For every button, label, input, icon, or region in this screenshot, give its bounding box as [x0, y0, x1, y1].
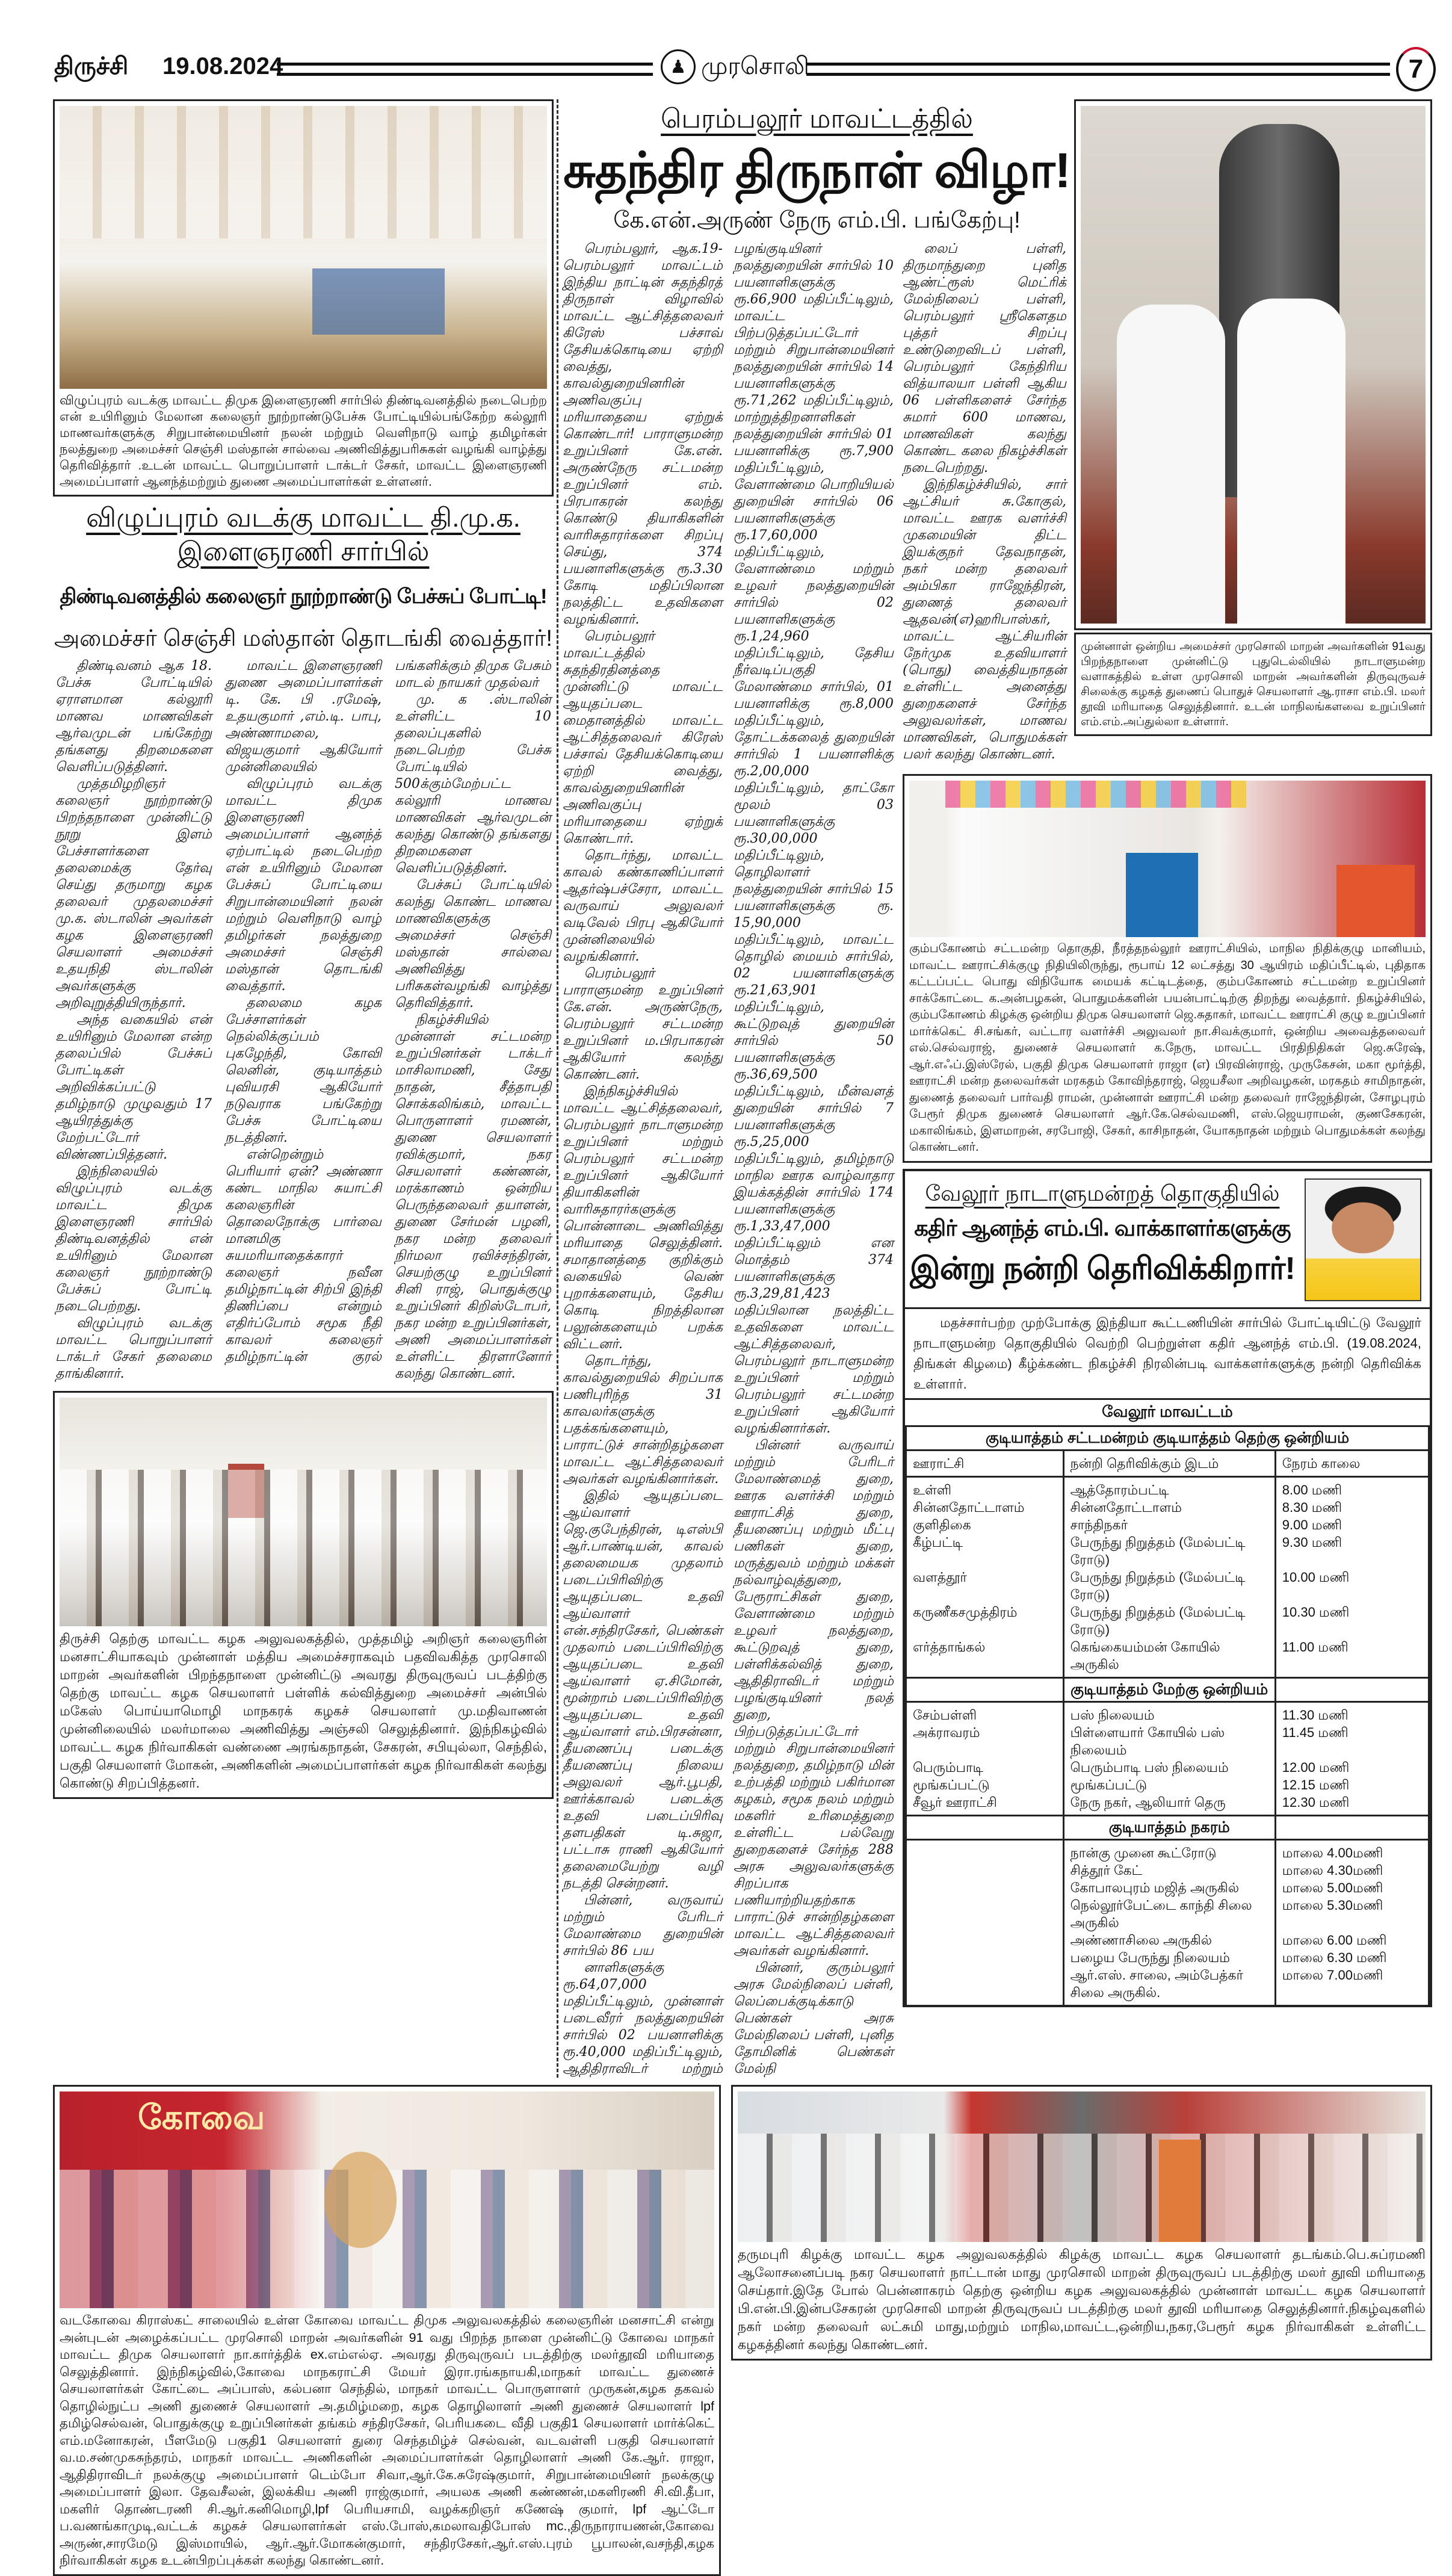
column-divider — [557, 99, 558, 2078]
story-subhead: அமைச்சர் செஞ்சி மஸ்தான் தொடங்கி வைத்தார்! — [54, 626, 552, 651]
trichy-photo — [60, 1398, 547, 1626]
article-column — [903, 241, 1066, 763]
time-cell: 9.00 மணி — [1275, 1516, 1429, 1534]
article-paragraph: தொடர்ந்து, மாவட்ட காவல் கண்காணிப்பாளர் ஆதர்ஷ்பச்சேரா, மாவட்ட வருவாய் அலுவலர் வடிவேல் பிரபு ஆகியோர் முன்னிலையில் வழங்கினார். — [563, 848, 723, 964]
local-body-cell — [906, 1966, 1064, 2005]
table-row — [906, 1776, 1429, 1794]
photo-caption: தருமபுரி கிழக்கு மாவட்ட கழக அலுவலகத்தில் கிழக்கு மாவட்ட கழக செயலாளர் தடங்கம்.பெ.சுப்ரமணி ஆலோசனைப்படி நகர செயலாளர் நாட்டான் மாது முரசொலி மாறன் திருவுருவப் படத்திற்கு மலர் தூவி மரியாதை செய்தார்.இதே போல் பென்னாகரம் தெற்கு ஒன்றிய கழக அலுவலகத்தில் முன்னாள் மாவட்ட கழக செயலாளர் பி.என்.பி.இன்பசேகரன் முரசொலி மாறன் திருவுருவப் படத்திற்கு மலர் தூவி மரியாதை செலுத்தினார்.நிகழ்வுகளில் நகர் மன்ற தலைவர் லட்சுமி மாது,மற்றும் மாநில,மாவட்ட,ஒன்றிய,நகர,பேரூர் கழக நிர்வாகிகள் உள்ளிட்ட கழகத்தினர் கலந்து கொண்டனர். — [738, 2247, 1426, 2352]
table-header-row — [906, 1451, 1429, 1477]
venue-cell: நேரு நகர், ஆலியார் தெரு — [1063, 1794, 1275, 1816]
article-paragraph: இந்நிலையில் விழுப்புரம் வடக்கு மாவட்ட திமுக இளைஞரணி சார்பில் திண்டிவனத்தில் என் உயிரினும் மேலான கலைஞர் நூற்றாண்டு பேச்சுப் போட்டி நடைபெற்றது. — [55, 1164, 212, 1314]
statue-caption-box — [1074, 633, 1432, 736]
article-paragraph: பெரம்பலூர், ஆக.19- பெரம்பலூர் மாவட்டம் இந்திய நாட்டின் சுதந்திரத் திருநாள் விழாவில் மாவட்ட ஆட்சித்தலைவர் கிரேஸ் பச்சாவ் தேசியக்கொடியை ஏற்றி வைத்து, காவல்துறையினரின் அணிவகுப்பு மரியாதையை ஏற்றுக் கொண்டார்! பாராளுமன்ற உறுப்பினர் கே.என். அருண்நேரு சட்டமன்ற உறுப்பினர் எம். பிரபாகரன் கலந்து கொண்டு தியாகிகளின் வாரிசுதாரர்களை சிறப்பு செய்து, 374 பயனாளிகளுக்கு ரூ.3.30 கோடி மதிப்பிலான நலத்திட்ட உதவிகளை வழங்கினார். — [563, 241, 723, 627]
time-cell: மாலை 6.00 மணி — [1275, 1931, 1429, 1949]
time-cell: 12.15 மணி — [1275, 1776, 1429, 1794]
column-header: நேரம் காலை — [1275, 1451, 1429, 1477]
venue-cell: சின்னதோட்டாளம் — [1063, 1499, 1275, 1516]
issue-date: 19.08.2024 — [162, 53, 283, 79]
venue-cell: சித்தூர் கேட் — [1063, 1862, 1275, 1879]
photo-caption: கும்பகோணம் சட்டமன்ற தொகுதி, நீரத்தநல்லூர் ஊராட்சியில், மாநில நிதிக்குழு மானியம், மாவட்ட ஊராட்சிக்குழு நிதியிலிருந்து, ரூபாய் 12 லட்சத்து 30 ஆயிரம் மதிப்பீட்டில், புதிதாக கட்டப்பட்ட பொது விநியோக மையக் கட்டிடத்தை, கும்பகோணம் சட்டமன்ற உறுப்பினர் சாக்கோட்டை க.அன்பழகன், பொதுமக்களின் பயன்பாட்டிற்கு திறந்து வைத்தார். நிகழ்ச்சியில், கும்பகோணம் கிழக்கு ஒன்றிய திமுக செயலாளர் ஜெ.சுதாகர், மாவட்ட ஊராட்சி குழு உறுப்பினர் மார்க்கெட் சி.சங்கர், வட்டார வளர்ச்சி அலுவலர் நா.சிவக்குமார், ஒன்றிய அவைத்தலைவர் எல்.செல்வராஜ், துணைச் செயலாளர் க.நேரு, மாவட்ட பிரதிநிதிகள் ஜெ.சுரேஷ், ஆர்.எஃப்.இஸ்ரேல், பகுதி திமுக செயலாளர் ராஜா (எ) பிரவின்ராஜ், முருகேசன், மகா மூர்த்தி, ஊராட்சி மன்ற தலைவர்கள் மரகதம் கோவிந்தராஜ், ஜெயசீலா அறிவழகன், மரகதம் சாமிநாதன், துணைத் தலைவர் பார்வதி ராமன், முன்னாள் ஊராட்சி மன்ற தலைவர் ராஜேந்திரன், சோழபுரம் பேரூர் திமுக துணைச் செயலாளர் ஆர்.கே.செல்வமணி, எஸ்.ஜெயராமன், குணசேகரன், மகாலிங்கம், இளமாறன், சரபோஜி, சேகர், காசிநாதன், யோகநாதன் மற்றும் பொதுமக்கள் கலந்து கொண்டனர். — [909, 942, 1426, 1154]
time-cell: 8.00 மணி — [1275, 1477, 1429, 1499]
time-cell: 11.30 மணி — [1275, 1702, 1429, 1724]
photo-caption: வடகோவை கிராஸ்கட் சாலையில் உள்ள கோவை மாவட்ட திமுக அலுவலகத்தில் கலைஞரின் மனசாட்சி என்று அன்புடன் அழைக்கப்பட்ட முரசொலி மாறன் அவர்களின் 91 வது பிறந்த நாளை முன்னிட்டு கோவை மாநகர் மாவட்ட திமுக செயலாளர் நா.கார்த்திக் ex.எம்எல்ஏ. அவரது திருவுருவப் படத்திற்கு மலர்தூவி மரியாதை செலுத்தினார். இந்நிகழ்வில்,கோவை மாநகராட்சி மேயர் இரா.ரங்கநாயகி,மாநகர் மாவட்ட துணைச் செயலாளர்கள் கோட்டை அப்பாஸ், கல்பனா செந்தில், மாநகர் மாவட்ட பொருளாளர் முருகன்,கழக தகவல் தொழில்நுட்ப அணி துணைச் செயலாளர் அ.தமிழ்மறை, கழக தொழிலாளர் அணி துணைச் செயலாளர் lpf தமிழ்செல்வன், பொதுக்குழு உறுப்பினர்கள் தங்கம் சந்திரசேகர், பெரியகடை வீதி பகுதி1 செயலாளர் மார்க்கெட் எம்.மனோகரன், பீளமேடு பகுதி1 செயலாளர் துரை செந்தமிழ்ச் செல்வன், வடவள்ளி பகுதி செயலாளர் வ.ம.சண்முகசுந்தரம், மாநகர் மாவட்ட அணிகளின் அமைப்பாளர்கள் தொழிலாளர் அணி கே.ஆர். ராஜா, ஆதிதிராவிடர் நலக்குழு அமைப்பாளர் டெம்போ சிவா,ஆர்.கே.சுரேஷ்குமார், சிறுபான்மையினர் நலக்குழு அமைப்பாளர் இலா. தேவசீலன், இலக்கிய அணி ராஜ்குமார், அயலக அணி கண்ணன்,மகளிரணி சி.வி.தீபா, மகளிர் தொண்டரணி சி.ஆர்.கனிமொழி,lpf பெரியசாமி, வழக்கறிஞர் கணேஷ் குமார், lpf ஆட்டோ ப.வணங்காமுடி,வட்டக் கழகச் செயலாளர்கள் எஸ்.போஸ்,கமலாவதிபோஸ் mc.,திருநாராயணன்,கோவை அருண்,சாரமேடு இஸ்மாயில், ஆர்.ஆர்.மோகன்குமார், சந்திரசேகர்,ஆர்.எஸ்.புரம் பூபாலன்,வசந்தி,கழக நிர்வாகிகள் கழக உடன்பிறப்புக்கள் கலந்து கொண்டனர். — [60, 2313, 714, 2568]
article-paragraph: னாளிகளுக்கு ரூ.64,07,000 மதிப்பீட்டிலும், முன்னாள் படைவீரர் நலத்துறையின் சார்பில் 02 பயனாளிக்கு ரூ.40,000 மதிப்பீட்டிலும், ஆதிதிராவிடர் மற்றும் பழங்குடியினர் நலத்துறையின் சார்பில் 10 பயனாளிகளுக்கு ரூ.66,900 மதிப்பீட்டிலும், மாவட்ட பிற்படுத்தப்பட்டோர் மற்றும் சிறுபான்மையினர் நலத்துறையின் சார்பில் 14 பயனாளிகளுக்கு ரூ.71,262 மதிப்பீட்டிலும், மாற்றுத்திறனாளிகள் நலத்துறையின் சார்பில் 01 பயனாளிக்கு ரூ.7,900 மதிப்பீட்டிலும், வேளாண்மை பொறியியல் துறையின் சார்பில் 06 பயனாளிகளுக்கு ரூ.17,60,000 மதிப்பீட்டிலும், வேளாண்மை மற்றும் உழவர் நலத்துறையின் சார்பில் 02 பயனாளிகளுக்கு ரூ.1,24,960 மதிப்பீட்டிலும், தேசிய நீர்வடிப்பகுதி மேலாண்மை சார்பில், 01 பயனாளிக்கு ரூ.8,000 மதிப்பீட்டிலும், தோட்டக்கலைத் துறையின் சார்பில் 1 பயனாளிக்கு ரூ.2,00,000 மதிப்பீட்டிலும், தாட்கோ மூலம் 03 பயனாளிகளுக்கு ரூ.30,00,000 மதிப்பீட்டிலும், தொழிலாளர் நலத்துறையின் சார்பில் 15 பயனாளிகளுக்கு ரூ. 15,90,000 மதிப்பீட்டிலும், மாவட்ட தொழில் மையம் சார்பில், 02 பயனாளிகளுக்கு ரூ.21,63,901 மதிப்பீட்டிலும், கூட்டுறவுத் துறையின் சார்பில் 50 பயனாளிகளுக்கு ரூ.36,69,500 மதிப்பீட்டிலும், மீன்வளத் துறையின் சார்பில் 7 பயனாளிகளுக்கு ரூ.5,25,000 மதிப்பீட்டிலும், தமிழ்நாடு மாநில ஊரக வாழ்வாதார இயக்கத்தின் சார்பில் 174 பயனாளிகளுக்கு ரூ.1,33,47,000 மதிப்பீட்டிலும் என மொத்தம் 374 பயனாளிகளுக்கு ரூ.3,29,81,423 மதிப்பிலான நலத்திட்ட உதவிகளை மாவட்ட ஆட்சித்தலைவர், பெரம்பலூர் நாடாளுமன்ற உறுப்பினர் மற்றும் பெரம்பலூர் சட்டமன்ற உறுப்பினர் ஆகியோர் வழங்கினார்கள். — [563, 241, 894, 2076]
kumbakonam-photo-box — [903, 774, 1432, 1163]
notice-headline-line1: கதிர் ஆனந்த் எம்.பி. வாக்காளர்களுக்கு — [914, 1216, 1291, 1240]
venue-cell: பேருந்து நிறுத்தம் (மேல்பட்டி ரோடு) — [1063, 1534, 1275, 1568]
time-cell: மாலை 4.00மணி — [1275, 1840, 1429, 1862]
venue-cell: நெல்லூர்பேட்டை காந்தி சிலை அருகில் — [1063, 1896, 1275, 1931]
venue-cell: கெங்கையம்மன் கோயில் அருகில் — [1063, 1638, 1275, 1678]
article-paragraph: இதில் ஆயுதப்படை ஆய்வாளர் ஜெ.குபேந்திரன், டிஎஸ்பி ஆர்.பாண்டியன், காவல் தலைமையக முதலாம் படைப்பிரிவிற்கு ஆயுதப்படை உதவி ஆய்வாளர் என்.சந்திரசேகர், பெண்கள் முதலாம் படைப்பிரிவிற்கு ஆயுதப்படை உதவி ஆய்வாளர் ஏ.சிமோன், மூன்றாம் படைப்பிரிவிற்கு ஆயுதப்படை உதவி ஆய்வாளர் எம்.பிரசன்னா, தீயணைப்பு படைக்கு தீயணைப்பு நிலைய அலுவலர் ஆர்.பூபதி, ஊர்க்காவல் படைக்கு உதவி படைப்பிரிவு தளபதிகள் டி.சுஜா, பட்டாசு ராணி ஆகியோர் தலைமையேற்று வழி நடத்தி சென்றனர். — [563, 1488, 723, 1891]
article-paragraph: பின்னர் வருவாய் மற்றும் பேரிடர் மேலாண்மைத் துறை, ஊரக வளர்ச்சி மற்றும் ஊராட்சித் துறை, தீயணைப்பு மற்றும் மீட்பு பணிகள் துறை, மருத்துவம் மற்றும் மக்கள் நல்வாழ்வுத்துறை, பேரூராட்சிகள் துறை, வேளாண்மை மற்றும் உழவர் நலத்துறை, கூட்டுறவுத் துறை, பள்ளிக்கல்வித் துறை, ஆதிதிராவிடர் மற்றும் பழங்குடியினர் நலத் துறை, பிற்படுத்தப்பட்டோர் மற்றும் சிறுபான்மையினர் நலத்துறை, தமிழ்நாடு மின் உற்பத்தி மற்றும் பகிர்மான கழகம், சமூக நலம் மற்றும் மகளிர் உரிமைத்துறை உள்ளிட்ட பல்வேறு துறைகளைச் சேர்ந்த 288 அரசு அலுவலர்களுக்கு சிறப்பாக பணியாற்றியதற்காக பாராட்டுச் சான்றிதழ்களை மாவட்ட ஆட்சித்தலைவர் அவர்கள் வழங்கினார். — [734, 1438, 894, 1958]
table-row — [906, 1862, 1429, 1879]
statue-photo-box — [1074, 99, 1432, 630]
local-body-cell: பெரும்பாடி — [906, 1759, 1064, 1776]
time-cell: 10.00 மணி — [1275, 1568, 1429, 1603]
district-title: வேலூர் மாவட்டம் — [905, 1398, 1430, 1425]
article-paragraph: மாவட்ட இளைஞரணி துணை அமைப்பாளர்கள் டி. கே. பி .ரமேஷ், உதயகுமார் ,எம்.டி. பாபு, அண்ணாமலை, விஜயகுமார் ஆகியோர் முன்னிலையில் — [225, 658, 382, 775]
table-row — [906, 1499, 1429, 1516]
table-row — [906, 1603, 1429, 1638]
local-body-cell — [906, 1862, 1064, 1879]
local-body-cell — [906, 1896, 1064, 1931]
story-headline: சுதந்திர திருநாள் விழா! — [563, 143, 1070, 198]
section-header-row — [906, 1426, 1429, 1451]
local-body-cell: கீழ்பட்டி — [906, 1534, 1064, 1568]
venue-cell: பேருந்து நிறுத்தம் (மேல்பட்டி ரோடு) — [1063, 1568, 1275, 1603]
local-body-cell — [906, 1931, 1064, 1949]
local-body-cell: மூங்கப்பட்டு — [906, 1776, 1064, 1794]
article-paragraph: விழுப்புரம் வடக்கு மாவட்ட திமுக இளைஞரணி அமைப்பாளர் ஆனந்த் ஏற்பாட்டில் நடைபெற்ற என் உயிரினும் மேலான பேச்சுப் போட்டியை சிறுபான்மையினர் நலன் மற்றும் வெளிநாடு வாழ் தமிழர்கள் நலத்துறை அமைச்சர் செஞ்சி மஸ்தான் தொடங்கி வைத்தார். — [225, 776, 382, 994]
local-body-cell: உள்ளி — [906, 1477, 1064, 1499]
time-cell: மாலை 6.30 மணி — [1275, 1949, 1429, 1966]
story-kicker: பெரம்பலூர் மாவட்டத்தில் — [661, 104, 973, 134]
article-paragraph: பின்னர், குரும்பலூர் அரசு மேல்நிலைப் பள்ளி, லெப்பைக்குடிக்காடு பெண்கள் அரசு மேல்நிலைப் பள்ளி, புனித தோமினிக் பெண்கள் மேல்நி — [734, 1960, 894, 2076]
venue-cell: பஸ் நிலையம் — [1063, 1702, 1275, 1724]
time-cell: மாலை 5.30மணி — [1275, 1896, 1429, 1931]
venue-cell: பிள்ளையார் கோயில் பஸ் நிலையம் — [1063, 1724, 1275, 1759]
table-row — [906, 1724, 1429, 1759]
article-paragraph: என்றென்றும் பெரியார் ஏன்? அண்ணா கண்ட மாநில சுயாட்சி கலைஞரின் தொலைநோக்கு பார்வை மானமிகு சுயமரியாதைக்காரர் கலைஞர் நவீன தமிழ்நாட்டின் சிற்பி இந்தி திணிப்பை என்றும் எதிர்ப்போம் சமூக நீதி காவலர் கலைஞர் தமிழ்நாட்டின் குரல் பங்களிக்கும் திமுக பேசும் மாடல் நாயகர் முதல்வர் — [225, 658, 551, 1364]
article-body — [563, 241, 894, 2078]
vellore-notice-box — [903, 1169, 1432, 2007]
table-row — [906, 1879, 1429, 1896]
speech-contest-photo-box — [53, 99, 554, 497]
story-headline: திண்டிவனத்தில் கலைஞர் நூற்றாண்டு பேச்சுப் போட்டி! — [60, 585, 547, 608]
venue-cell: பெரும்பாடி பஸ் நிலையம் — [1063, 1759, 1275, 1776]
article-paragraph: பெரம்பலூர் மாவட்டத்தில் சுதந்திரதினத்தை முன்னிட்டு மாவட்ட ஆயுதப்படை மைதானத்தில் மாவட்ட ஆட்சித்தலைவர் கிரேஸ் பச்சாவ் தேசியக்கொடியை ஏற்றி வைத்து, காவல்துறையினரின் அணிவகுப்பு மரியாதையை ஏற்றுக் கொண்டார். — [563, 629, 723, 846]
venue-cell: ஆர்.எஸ். சாலை, அம்பேத்கர் சிலை அருகில். — [1063, 1966, 1275, 2005]
photo-caption: திருச்சி தெற்கு மாவட்ட கழக அலுவலகத்தில், முத்தமிழ் அறிஞர் கலைஞரின் மனசாட்சியாகவும் முன்னாள் மத்திய அமைச்சராகவும் பதவிவகித்த முரசொலி மாறன் அவர்களின் பிறந்தநாளை முன்னிட்டு அவரது திருவுருவப் படத்திற்கு தெற்கு மாவட்ட கழக செயலாளர் பள்ளிக் கல்வித்துறை அமைச்சர் அன்பில் மகேஸ் பொய்யாமொழி மாநகரக் கழகச் செயலாளர் மு.மதிவாணன் முன்னிலையில் மலர்மாலை அணிவித்து அஞ்சலி செலுத்தினார். இந்நிகழ்வில் மாவட்ட கழக நிர்வாகிகள் வண்ணை அரங்கநாதன், சேகரன், சபியுல்லா, செந்தில், பகுதி செயலாளர் மோகன், அணிகளின் அமைப்பாளர்கள் கழக நிர்வாகிகள் கலந்து கொண்டு சிறப்பித்தனர். — [60, 1631, 547, 1791]
photo-caption: முன்னாள் ஒன்றிய அமைச்சர் முரசொலி மாறன் அவர்களின் 91வது பிறந்தநாளை முன்னிட்டு புதுடெல்லியில் நாடாளுமன்ற வளாகத்தில் உள்ள முரசொலி மாறன் அவர்களின் திருவுருவச் சிலைக்கு கழகத் துணைப் பொதுச் செயலாளர் ஆ.ராசா எம்.பி. மலர் தூவி மரியாதை செலுத்தினார். உடன் மாநிலங்களவை உறுப்பினர் எம்.எம்.அப்துல்லா உள்ளார். — [1081, 640, 1426, 728]
banner-text: கோவை — [138, 2098, 265, 2136]
photo-caption: விழுப்புரம் வடக்கு மாவட்ட திமுக இளைஞரணி சார்பில் திண்டிவனத்தில் நடைபெற்ற என் உயிரினும் மேலான கலைஞர் நூற்றாண்டுபேச்சு போட்டியில்பங்கேற்ற கல்லூரி மாணவர்களுக்கு சிறுபான்மையினர் நலன் மற்றும் வெளிநாடு வாழ் தமிழர்கள் நலத்துறை அமைச்சர் செஞ்சி மஸ்தான் சால்வை அணிவித்துபரிசுகள் வழங்கி வாழ்த்து தெரிவித்தார் .உடன் மாவட்ட பொறுப்பாளர் டாக்டர் சேகர், மாவட்ட இளைஞரணி அமைப்பாளர் ஆனந்த்மற்றும் துணை அமைப்பாளர்கள் உள்ளனர். — [60, 394, 547, 489]
local-body-cell: குளிதிகை — [906, 1516, 1064, 1534]
article-paragraph: விழுப்புரம் வடக்கு மாவட்ட பொறுப்பாளர் டாக்டர் சேகர் தலைமை தாங்கினார். — [55, 1316, 212, 1381]
venue-cell: நான்கு முனை கூட்ரோடு — [1063, 1840, 1275, 1862]
section-header-row — [906, 1678, 1429, 1702]
article-paragraph: நிகழ்ச்சியில் முன்னாள் சட்டமன்ற உறுப்பினர்கள் டாக்டர் மாசிலாமணி, சேது நாதன், சீத்தாபதி சொக்கலிங்கம், மாவட்ட பொருளாளர் ரமணன், துணை செயலாளர் ரவிக்குமார், நகர செயலாளர் கண்ணன், மரக்காணம் ஒன்றிய பெருந்தலைவர் தயாளன், துணை சேர்மன் பழனி, நகர மன்ற தலைவர் நிர்மலா ரவிச்சந்திரன், செயற்குழு உறுப்பினர் சினி ராஜ், பொதுக்குழு உறுப்பினர் கிறிஸ்டோபர், நகர மன்ற உறுப்பினர்கள், அணி அமைப்பாளர்கள் உள்ளிட்ட திரளானோர் கலந்து கொண்டனர். — [395, 1012, 551, 1381]
mp-portrait-photo — [1305, 1178, 1421, 1301]
kumbakonam-photo — [909, 781, 1426, 937]
time-cell: 8.30 மணி — [1275, 1499, 1429, 1516]
article-paragraph: தொடர்ந்து, காவல்துறையில் சிறப்பாக பணிபுரிந்த 31 காவலர்களுக்கு பதக்கங்களையும், பாராட்டுச் சான்றிதழ்களை மாவட்ட ஆட்சித்தலைவர் அவர்கள் வழங்கினார்கள். — [563, 1354, 723, 1487]
local-body-cell: சின்னதோட்டாளம் — [906, 1499, 1064, 1516]
trichy-photo-box — [53, 1391, 554, 1799]
local-body-cell: எர்த்தாங்கல் — [906, 1638, 1064, 1678]
column-header: ஊராட்சி — [906, 1451, 1064, 1477]
article-paragraph: திண்டிவனம் ஆக 18. பேச்சு போட்டியில் ஏராளமான கல்லூரி மாணவ மாணவிகள் ஆர்வமுடன் பங்கேற்று தங்களது திறமைகளை வெளிப்படுத்தினர். — [55, 658, 212, 775]
table-row — [906, 1966, 1429, 2005]
local-body-cell: அக்ராவரம் — [906, 1724, 1064, 1759]
paper-name: முரசொலி — [701, 53, 809, 79]
venue-cell: பழைய பேருந்து நிலையம் — [1063, 1949, 1275, 1966]
local-body-cell — [906, 1949, 1064, 1966]
article-paragraph: முத்தமிழறிஞர் கலைஞர் நூற்றாண்டு பிறந்தநாளை முன்னிட்டு நூறு இளம் பேச்சாளர்களை தலைமைக்கு தேர்வு செய்து தருமாறு கழக தலைவர் முதலமைச்சர் மு.க. ஸ்டாலின் அவர்கள் கழக இளைஞரணி செயலாளர் அமைச்சர் உதயநிதி ஸ்டாலின் அவர்களுக்கு அறிவுறுத்தியிருந்தார். — [55, 776, 212, 1011]
empty-cell — [906, 1816, 1064, 1840]
section-title: குடியாத்தம் மேற்கு ஒன்றியம் — [1063, 1678, 1275, 1702]
statue-photo — [1081, 106, 1426, 624]
table-row — [906, 1638, 1429, 1678]
local-body-cell: சீவூர் ஊராட்சி — [906, 1794, 1064, 1816]
article-paragraph: லைப் பள்ளி, திருமாந்துறை புனித ஆண்ட்ரூஸ் மெட்ரிக் மேல்நிலைப் பள்ளி, பெரம்பலூர் ஸ்ரீகௌதம புத்தர் சிறப்பு உண்டுறைவிடப் பள்ளி, பெரம்பலூர் கேந்திரிய வித்யாலயா பள்ளி ஆகிய 06 பள்ளிகளைச் சேர்ந்த சுமார் 600 மாணவ, மாணவிகள் கலந்து கொண்ட கலை நிகழ்ச்சிகள் நடைபெற்றது. — [903, 241, 1066, 475]
article-paragraph: பெரம்பலூர் பாராளுமன்ற உறுப்பினர் கே.என். அருண்நேரு, பெரம்பலூர் சட்டமன்ற உறுப்பினர் ம.பிரபாகரன் ஆகியோர் கலந்து கொண்டனர். — [563, 966, 723, 1082]
article-paragraph: பேச்சுப் போட்டியில் கலந்து கொண்ட மாணவ மாணவிகளுக்கு அமைச்சர் செஞ்சி மஸ்தான் சால்வை அணிவித்து பரிசுகள்வழங்கி வாழ்த்து தெரிவித்தார். — [395, 878, 551, 1011]
table-row — [906, 1702, 1429, 1724]
table-row — [906, 1534, 1429, 1568]
kovai-photo-box — [53, 2085, 721, 2576]
table-row — [906, 1840, 1429, 1862]
venue-cell: மூங்கப்பட்டு — [1063, 1776, 1275, 1794]
venue-cell: சாந்திநகர் — [1063, 1516, 1275, 1534]
notice-headline-line2: இன்று நன்றி தெரிவிக்கிறார்! — [910, 1251, 1295, 1286]
section-title: குடியாத்தம் நகரம் — [1063, 1816, 1275, 1840]
table-row — [906, 1759, 1429, 1776]
local-body-cell — [906, 1840, 1064, 1862]
venue-cell: கோபாலபுரம் மஜித் அருகில் — [1063, 1879, 1275, 1896]
column-header: நன்றி தெரிவிக்கும் இடம் — [1063, 1451, 1275, 1477]
dharmapuri-photo — [738, 2091, 1426, 2242]
time-cell: மாலை 7.00மணி — [1275, 1966, 1429, 2005]
notice-intro: மதச்சார்பற்ற முற்போக்கு இந்தியா கூட்டணியின் சார்பில் போட்டியிட்டு வேலூர் நாடாளுமன்ற தொகுதியில் வெற்றி பெற்றுள்ள கதிர் ஆனந்த் எம்.பி. (19.08.2024, திங்கள் கிழமை) கீழ்க்கண்ட நிகழ்ச்சி நிரலின்படி வாக்களர்களுக்கு நன்றி தெரிவிக்க உள்ளார். — [905, 1307, 1430, 1398]
table-row — [906, 1896, 1429, 1931]
notice-kicker: வேலூர் நாடாளுமன்றத் தொகுதியில் — [925, 1181, 1280, 1206]
table-row — [906, 1794, 1429, 1816]
local-body-cell: சேம்பள்ளி — [906, 1702, 1064, 1724]
empty-cell — [1275, 1816, 1429, 1840]
venue-cell: ஆத்தோரம்பட்டி — [1063, 1477, 1275, 1499]
article-paragraph: அந்த வகையில் என் உயிரினும் மேலான என்ற தலைப்பில் பேச்சுப் போட்டிகள் அறிவிக்கப்பட்டு தமிழ்நாடு முழுவதும் 17 ஆயிரத்துக்கு மேற்பட்டோர் விண்ணப்பித்தனர். — [55, 1012, 212, 1162]
section-title: குடியாத்தம் சட்டமன்றம் குடியாத்தம் தெற்கு ஒன்றியம் — [906, 1426, 1429, 1451]
time-cell: மாலை 4.30மணி — [1275, 1862, 1429, 1879]
edition-name: திருச்சி — [54, 53, 129, 79]
empty-cell — [1275, 1678, 1429, 1702]
story-subhead: கே.என்.அருண் நேரு எம்.பி. பங்கேற்பு! — [613, 208, 1021, 233]
time-cell: 9.30 மணி — [1275, 1534, 1429, 1568]
table-row — [906, 1516, 1429, 1534]
venue-cell: பேருந்து நிறுத்தம் (மேல்பட்டி ரோடு) — [1063, 1603, 1275, 1638]
notice-header — [905, 1171, 1430, 1307]
time-cell: மாலை 5.00மணி — [1275, 1879, 1429, 1896]
speech-contest-photo — [60, 106, 547, 389]
section-header-row — [906, 1816, 1429, 1840]
time-cell: 11.00 மணி — [1275, 1638, 1429, 1678]
empty-cell — [906, 1678, 1064, 1702]
table-row — [906, 1931, 1429, 1949]
time-cell: 12.00 மணி — [1275, 1759, 1429, 1776]
time-cell: 11.45 மணி — [1275, 1724, 1429, 1759]
table-row — [906, 1568, 1429, 1603]
notice-title-group — [910, 1178, 1295, 1289]
article-paragraph: தலைமை கழக பேச்சாளர்கள் நெல்லிக்குப்பம் புகழேந்தி, கோவி லெனின், குடியாத்தம் புவியரசி ஆகியோர் நடுவராக பங்கேற்று பேச்சு போட்டியை நடத்தினர். — [225, 995, 382, 1145]
local-body-cell: கருணீகசமுத்திரம் — [906, 1603, 1064, 1638]
article-paragraph: இந்நிகழ்ச்சியில், சார் ஆட்சியர் சு.கோகுல், மாவட்ட ஊரக வளர்ச்சி முகமையின் திட்ட இயக்குநர் தேவநாதன், நகர் மன்ற தலைவர் அம்பிகா ராஜேந்திரன், துணைத் தலைவர் ஆதவன்(எ)ஹரிபாஸ்கர், மாவட்ட ஆட்சியரின் நேர்முக உதவியாளர் (பொது) வைத்தியநாதன் உள்ளிட்ட அனைத்து துறைகளைச் சேர்ந்த அலுவலர்கள், மாணவ மாணவிகள், பொதுமக்கள் பலர் கலந்து கொண்டனர். — [903, 477, 1066, 762]
table-row — [906, 1477, 1429, 1499]
time-cell: 10.30 மணி — [1275, 1603, 1429, 1638]
header-rule-left — [277, 63, 653, 76]
article-paragraph: இந்நிகழ்ச்சியில் மாவட்ட ஆட்சித்தலைவர், பெரம்பலூர் நாடாளுமன்ற உறுப்பினர் மற்றும் பெரம்பலூர் சட்டமன்ற உறுப்பினர் ஆகியோர் தியாகிகளின் வாரிசுதாரர்களுக்கு பொன்னாடை அணிவித்து மரியாதை செலுத்தினர். சமாதானத்தை குறிக்கும் வகையில் வெண் புறாக்களையும், தேசிய கொடி நிறத்திலான பலூன்களையும் பறக்க விட்டனர். — [563, 1084, 723, 1352]
table-row — [906, 1949, 1429, 1966]
article-paragraph: பின்னர், வருவாய் மற்றும் பேரிடர் மேலாண்மை துறையின் சார்பில் 86 பய — [563, 1893, 723, 1958]
tiger-logo-icon: ♟ — [661, 49, 696, 84]
article-body — [55, 658, 551, 1382]
header-rule-right — [806, 63, 1390, 76]
dharmapuri-photo-box — [731, 2085, 1432, 2361]
article-paragraph: மு. க .ஸ்டாலின் உள்ளிட்ட 10 தலைப்புகளில் நடைபெற்ற பேச்சு போட்டியில் 500க்கும்மேற்பட்ட கல்லூரி மாணவ மாணவிகள் ஆர்வமுடன் கலந்து கொண்டு தங்களது திறமைகளை வெளிப்படுத்தினர். — [395, 692, 551, 876]
local-body-cell: வளத்தூர் — [906, 1568, 1064, 1603]
time-cell: 12.30 மணி — [1275, 1794, 1429, 1816]
page-number-badge: 7 — [1396, 47, 1436, 91]
venue-cell: அண்ணாசிலை அருகில் — [1063, 1931, 1275, 1949]
local-body-cell — [906, 1879, 1064, 1896]
story-kicker: விழுப்புரம் வடக்கு மாவட்ட தி.மு.க. இளைஞரணி சார்பில் — [86, 503, 521, 566]
kovai-photo — [60, 2091, 714, 2308]
schedule-table — [905, 1425, 1430, 2005]
